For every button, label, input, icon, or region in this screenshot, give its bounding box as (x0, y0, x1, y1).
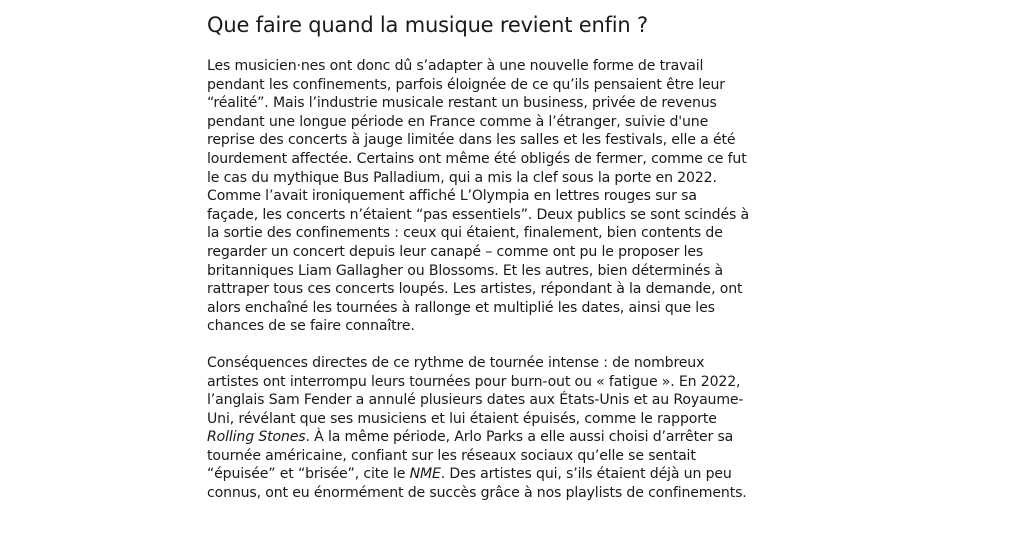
paragraph-burnout-consequences (207, 354, 752, 503)
paragraph-industry-impact: Les musicien·nes ont donc dû s’adapter à une nouvelle forme de travail pendant les confinements, parfois éloignée de ce qu’ils pensaient être leur “réalité”. Mais l’industrie musicale restant un business, privée de revenus pendant une longue période en France comme à l’étranger, suivie d'une reprise des concerts à jauge limitée dans les salles et les festivals, elle a été lourdement affectée. Certains ont même été obligés de fermer, comme ce fut le cas du mythique Bus Palladium, qui a mis la clef sous la porte en 2022. Comme l’avait ironiquement affiché L’Olympia en lettres rouges sur sa façade, les concerts n’étaient “pas essentiels”. Deux publics se sont scindés à la sortie des confinements : ceux qui étaient, finalement, bien contents de regarder un concert depuis leur canapé – comme ont pu le proposer les britanniques Liam Gallagher ou Blossoms. Et les autres, bien déterminés à rattraper tous ces concerts loupés. Les artistes, répondant à la demande, ont alors enchaîné les tournées à rallonge et multiplié les dates, ainsi que les chances de se faire connaître. (207, 58, 749, 335)
paragraph-text-part-2: . À la même période, Arlo Parks a elle aussi choisi d’arrêter sa tournée américaine, confiant sur les réseaux sociaux qu’elle se sentait “épuisée” et “brisée”, cite le (207, 429, 734, 483)
source-rolling-stones: Rolling Stones (207, 429, 306, 446)
article-body (207, 0, 752, 503)
paragraph-text-part-3: . Des artistes qui, s’ils étaient déjà un peu connus, ont eu énormément de succès grâce à nos playlists de confinements. (207, 466, 747, 502)
section-heading: Que faire quand la musique revient enfin ? (207, 13, 648, 37)
paragraph-text-part-1: Conséquences directes de ce rythme de tournée intense : de nombreux artistes ont interrompu leurs tournées pour burn-out ou « fatigue ». En 2022, l’anglais Sam Fender a annulé plusieurs dates aux États-Unis et au Royaume-Uni, révélant que ses musiciens et lui étaient épuisés, comme le rapporte (207, 354, 744, 427)
source-nme: NME (409, 466, 441, 483)
